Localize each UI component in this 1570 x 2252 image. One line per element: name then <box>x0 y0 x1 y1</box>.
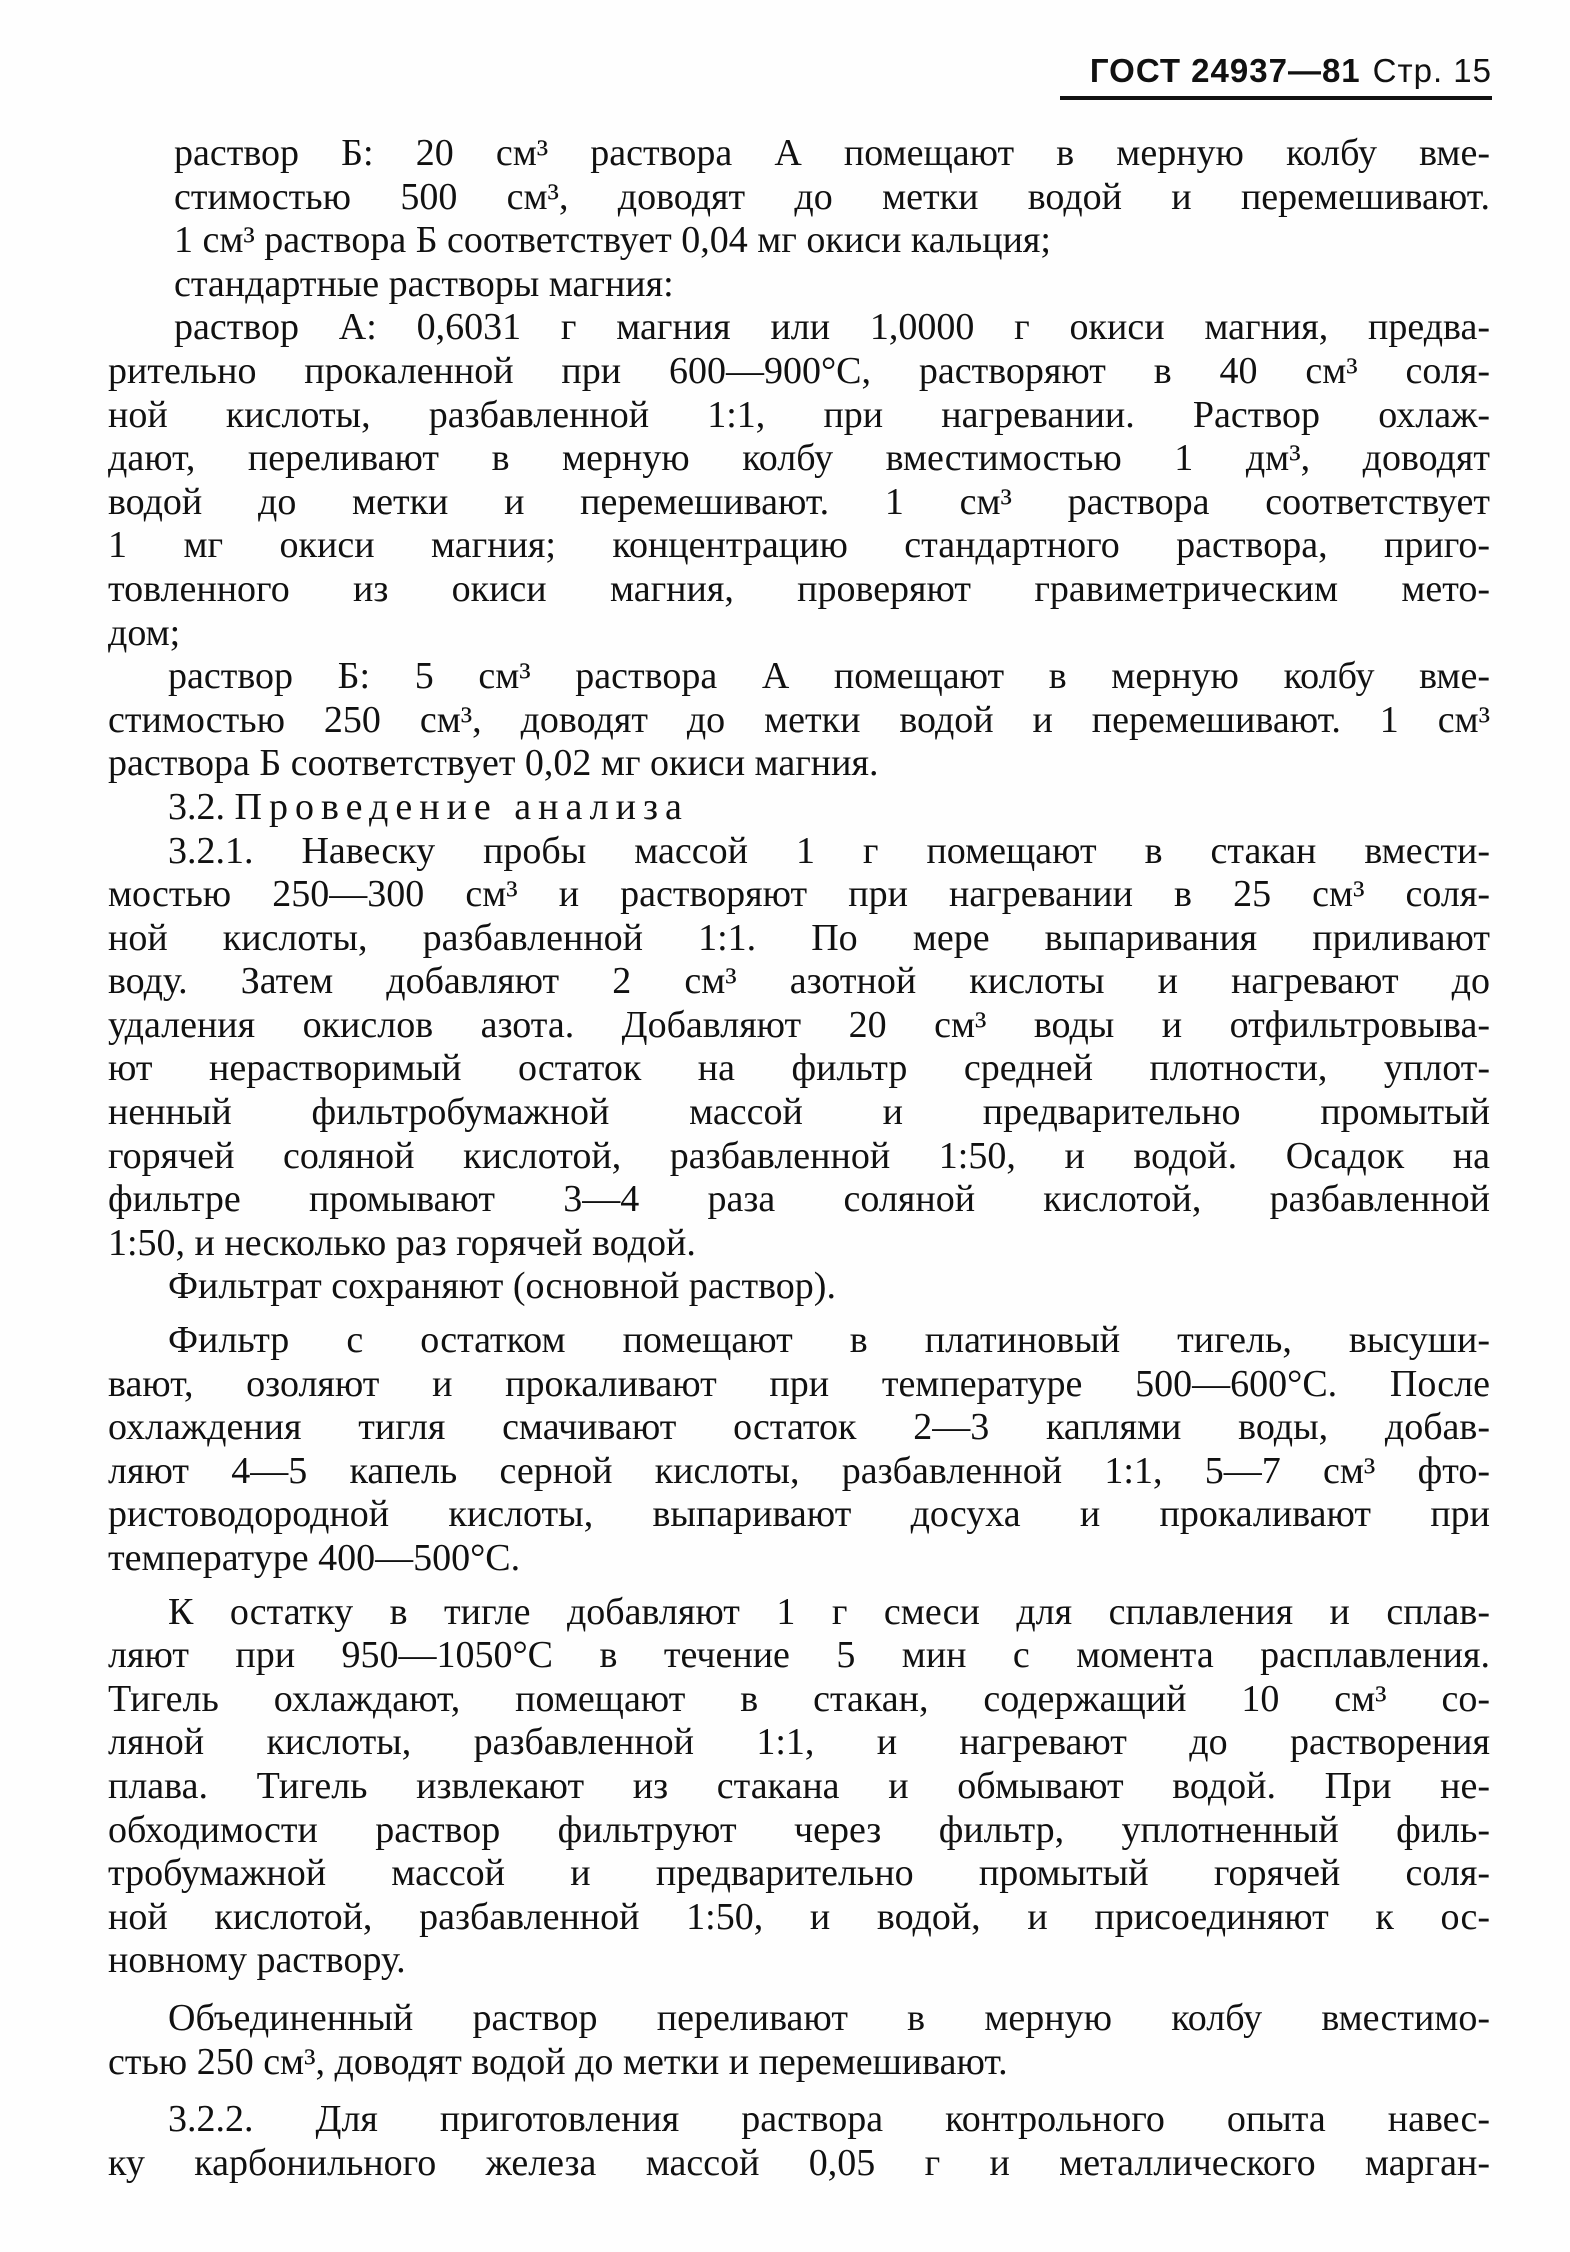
text-line: обходимости раствор фильтруют через фильтр, уплотненный филь- <box>108 1808 1490 1851</box>
section-heading <box>108 786 1490 830</box>
section-number: 3.2. <box>168 785 225 828</box>
section-heading-line <box>108 786 1490 830</box>
text-line: раствор А: 0,6031 г магния или 1,0000 г окиси магния, предва- <box>174 306 1490 349</box>
text-line: рительно прокаленной при 600—900°С, растворяют в 40 см³ соля- <box>108 349 1490 392</box>
standard-number: ГОСТ 24937—81 <box>1089 52 1361 89</box>
text-line: стимостью 250 см³, доводят до метки водой и перемешивают. 1 см³ <box>108 698 1490 741</box>
text-line: ристоводородной кислоты, выпаривают досуха и прокаливают при <box>108 1493 1490 1536</box>
text-line: удаления окислов азота. Добавляют 20 см³ воды и отфильтровыва- <box>108 1003 1490 1046</box>
text-line: товленного из окиси магния, проверяют гравиметрическим мето- <box>108 567 1490 610</box>
text-line: 3.2.2. Для приготовления раствора контрольного опыта навес- <box>168 2098 1490 2141</box>
text-line: воду. Затем добавляют 2 см³ азотной кислоты и нагревают до <box>108 960 1490 1003</box>
text-line: раствор Б: 20 см³ раствора А помещают в мерную колбу вме- <box>174 132 1490 174</box>
text-line: водой до метки и перемешивают. 1 см³ раствора соответствует <box>108 480 1490 523</box>
text-line: дают, переливают в мерную колбу вместимостью 1 дм³, доводят <box>108 437 1490 480</box>
text-line: 1:50, и несколько раз горячей водой. <box>108 1221 696 1264</box>
paragraph-combined-solution <box>108 1997 1490 2084</box>
text-line: охлаждения тигля смачивают остаток 2—3 каплями воды, добав- <box>108 1406 1490 1449</box>
text-line: ной кислотой, разбавленной 1:50, и водой, и присоединяют к ос- <box>108 1895 1490 1938</box>
text-line: ляют при 950—1050°С в течение 5 мин с момента расплавления. <box>108 1634 1490 1677</box>
text-line: вают, озоляют и прокаливают при температуре 500—600°С. После <box>108 1362 1490 1405</box>
paragraph-3-2-2 <box>108 2098 1490 2185</box>
paragraph-filtrate <box>108 1265 1490 1309</box>
text-line: ку карбонильного железа массой 0,05 г и металлического марган- <box>108 2141 1490 2184</box>
paragraph-solution-a-magnesium <box>108 306 1490 655</box>
text-line: стью 250 см³, доводят водой до метки и перемешивают. <box>108 2040 1008 2083</box>
text-line: раствор Б: 5 см³ раствора А помещают в мерную колбу вме- <box>168 655 1490 698</box>
paragraph-solution-b-magnesium <box>108 655 1490 786</box>
text-line: плава. Тигель извлекают из стакана и обмывают водой. При не- <box>108 1764 1490 1807</box>
text-line: раствора Б соответствует 0,02 мг окиси магния. <box>108 742 879 785</box>
text-line: К остатку в тигле добавляют 1 г смеси для сплавления и сплав- <box>168 1590 1490 1633</box>
paragraph-magnesium-standards <box>108 263 1490 307</box>
text-line: ненный фильтробумажной массой и предварительно промытый <box>108 1091 1490 1134</box>
text-line: фильтре промывают 3—4 раза соляной кислотой, разбавленной <box>108 1178 1490 1221</box>
text-line: 1 см³ раствора Б соответствует 0,04 мг окиси кальция; <box>174 219 1051 262</box>
text-line: горячей соляной кислотой, разбавленной 1:50, и водой. Осадок на <box>108 1134 1490 1177</box>
text-line: дом; <box>108 611 181 654</box>
page-number: Стр. 15 <box>1372 52 1492 89</box>
text-line: мостью 250—300 см³ и растворяют при нагревании в 25 см³ соля- <box>108 873 1490 916</box>
text-line: стандартные растворы магния: <box>174 262 674 305</box>
text-line: ной кислоты, разбавленной 1:1. По мере выпаривания приливают <box>108 916 1490 959</box>
text-line: ляной кислоты, разбавленной 1:1, и нагревают до растворения <box>108 1721 1490 1764</box>
text-line: Фильтрат сохраняют (основной раствор). <box>168 1265 836 1308</box>
text-line: Объединенный раствор переливают в мерную колбу вместимо- <box>168 1996 1490 2039</box>
text-line: 3.2.1. Навеску пробы массой 1 г помещают в стакан вмести- <box>168 829 1490 872</box>
text-line: новному раствору. <box>108 1939 406 1982</box>
text-line: Тигель охлаждают, помещают в стакан, содержащий 10 см³ со- <box>108 1677 1490 1720</box>
text-line: тробумажной массой и предварительно промытый горячей соля- <box>108 1852 1490 1895</box>
paragraph-solution-b-calcium <box>108 132 1490 263</box>
text-line: стимостью 500 см³, доводят до метки водой и перемешивают. <box>174 175 1490 218</box>
page-header <box>1060 46 1492 100</box>
paragraph-3-2-1 <box>108 830 1490 1266</box>
text-line: 1 мг окиси магния; концентрацию стандартного раствора, приго- <box>108 524 1490 567</box>
text-line: ют нерастворимый остаток на фильтр средней плотности, уплот- <box>108 1047 1490 1090</box>
paragraph-fusion <box>108 1591 1490 1983</box>
text-line: Фильтр с остатком помещают в платиновый тигель, высуши- <box>168 1319 1490 1362</box>
text-line: ляют 4—5 капель серной кислоты, разбавленной 1:1, 5—7 см³ фто- <box>108 1449 1490 1492</box>
text-line: температуре 400—500°С. <box>108 1537 521 1579</box>
paragraph-filter-residue <box>108 1319 1490 1581</box>
section-title: Проведение анализа <box>234 785 689 828</box>
body-text <box>108 132 1490 2185</box>
text-line: ной кислоты, разбавленной 1:1, при нагревании. Раствор охлаж- <box>108 393 1490 436</box>
